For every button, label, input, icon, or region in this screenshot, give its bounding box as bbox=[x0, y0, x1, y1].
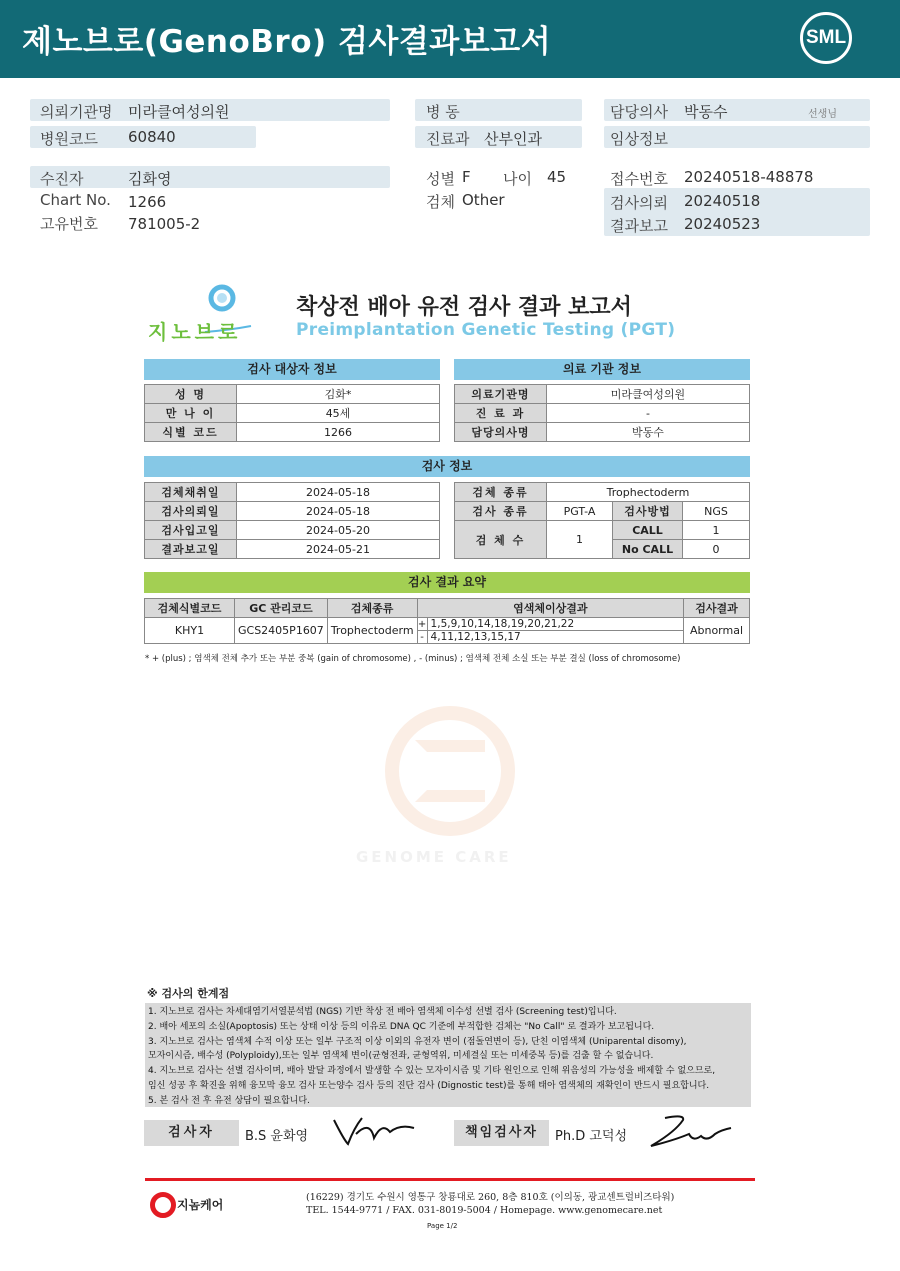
report-banner bbox=[0, 0, 900, 78]
subject-age: 45세 bbox=[237, 404, 440, 423]
hospital-code-label: 병원코드 bbox=[40, 130, 98, 148]
report-title: 착상전 배아 유전 검사 결과 보고서 bbox=[296, 295, 632, 320]
test-heading: 검사 정보 bbox=[144, 456, 750, 477]
table-row bbox=[145, 521, 440, 540]
call: 1 bbox=[683, 521, 750, 540]
gain-chromosomes: 1,5,9,10,14,18,19,20,21,22 bbox=[427, 618, 683, 631]
footer-divider bbox=[145, 1178, 755, 1181]
limit-item: 모자이시즘, 배수성 (Polyploidy),또는 일부 염색체 변이(균형전좌, 균형역위, 미세결실 또는 미세중복 등)를 검출 할 수 없습니다. bbox=[148, 1051, 654, 1062]
clinic-doc-key: 담당의사명 bbox=[455, 423, 547, 442]
header-row-bg bbox=[30, 166, 390, 188]
table-row bbox=[455, 385, 750, 404]
minus-sign: - bbox=[417, 631, 427, 644]
table-row bbox=[145, 540, 440, 559]
table-row bbox=[455, 423, 750, 442]
col-result: 검사결과 bbox=[684, 599, 750, 618]
specimen-value: Other bbox=[462, 191, 505, 209]
dept-value: 산부인과 bbox=[484, 130, 542, 148]
doctor-value: 박동수 bbox=[684, 103, 728, 121]
institution-label: 의뢰기관명 bbox=[40, 103, 113, 121]
sex-value: F bbox=[462, 168, 471, 186]
specimen-label: 검체 bbox=[426, 193, 455, 211]
col-gc: GC 관리코드 bbox=[235, 599, 328, 618]
watermark-text: GENOME CARE bbox=[356, 848, 512, 866]
nocall: 0 bbox=[683, 540, 750, 559]
gc-code: GCS2405P1607 bbox=[235, 618, 328, 644]
sample-code: KHY1 bbox=[145, 618, 235, 644]
footer-address bbox=[306, 1191, 674, 1217]
count: 1 bbox=[547, 521, 613, 559]
limits-box bbox=[145, 1003, 751, 1107]
chart-value: 1266 bbox=[128, 193, 167, 211]
spec-type: Trophectoderm bbox=[547, 483, 750, 502]
age-label: 나이 bbox=[503, 170, 532, 188]
col-code: 검체식별코드 bbox=[145, 599, 235, 618]
supervisor-signature-icon bbox=[645, 1112, 735, 1152]
limits-title: ※ 검사의 한계점 bbox=[147, 987, 230, 1000]
tester-label: 검사자 bbox=[144, 1120, 239, 1146]
input-key: 검사입고일 bbox=[145, 521, 237, 540]
subject-code: 1266 bbox=[237, 423, 440, 442]
subject-code-key: 식별 코드 bbox=[145, 423, 237, 442]
clinic-table bbox=[454, 384, 750, 442]
input-date: 2024-05-20 bbox=[237, 521, 440, 540]
genomecare-logo-icon bbox=[150, 1192, 176, 1218]
subject-age-key: 만 나 이 bbox=[145, 404, 237, 423]
table-row bbox=[145, 385, 440, 404]
subject-name: 김화* bbox=[237, 385, 440, 404]
count-key: 검 체 수 bbox=[455, 521, 547, 559]
collect-date: 2024-05-18 bbox=[237, 483, 440, 502]
table-row bbox=[145, 599, 750, 618]
dept-label: 진료과 bbox=[426, 130, 470, 148]
report-key: 결과보고일 bbox=[145, 540, 237, 559]
watermark-g-icon bbox=[415, 740, 485, 802]
clinic-dept: - bbox=[547, 404, 750, 423]
tester-signature-icon bbox=[330, 1110, 420, 1150]
page-number: Page 1/2 bbox=[427, 1222, 458, 1230]
clinic-inst: 미라클여성의원 bbox=[547, 385, 750, 404]
supervisor-label: 책임검사자 bbox=[454, 1120, 549, 1146]
genobro-logo-text: 지노브로 bbox=[148, 320, 242, 344]
supervisor-name: Ph.D 고덕성 bbox=[555, 1129, 628, 1144]
doctor-suffix: 선생님 bbox=[808, 109, 837, 120]
limit-item: 임신 성공 후 확진을 위해 융모막 융모 검사 또는양수 검사 등의 진단 검사 (Dignostic test)를 통해 태아 염색체의 재확인이 반드시 필요합니다. bbox=[148, 1080, 710, 1091]
institution-value: 미라클여성의원 bbox=[128, 103, 230, 121]
report-value: 20240523 bbox=[684, 215, 761, 233]
receipt-value: 20240518-48878 bbox=[684, 168, 814, 186]
ward-label: 병 동 bbox=[426, 103, 460, 121]
limit-item: 2. 배아 세포의 소실(Apoptosis) 또는 상태 이상 등의 이유로 DNA QC 기준에 부적합한 검체는 "No Call" 로 결과가 보고됩니다. bbox=[148, 1021, 655, 1032]
table-row bbox=[455, 404, 750, 423]
sex-label: 성별 bbox=[426, 170, 455, 188]
test-result: Abnormal bbox=[684, 618, 750, 644]
subject-heading: 검사 대상자 정보 bbox=[144, 359, 440, 380]
summary-table bbox=[144, 598, 750, 644]
receipt-label: 접수번호 bbox=[610, 170, 668, 188]
method: NGS bbox=[683, 502, 750, 521]
report-subtitle: Preimplantation Genetic Testing (PGT) bbox=[296, 320, 676, 340]
spec-type-key: 검체 종류 bbox=[455, 483, 547, 502]
loss-chromosomes: 4,11,12,13,15,17 bbox=[427, 631, 683, 644]
test-type: PGT-A bbox=[547, 502, 613, 521]
request-date: 2024-05-18 bbox=[237, 502, 440, 521]
table-row bbox=[145, 423, 440, 442]
id-label: 고유번호 bbox=[40, 215, 98, 233]
clinical-label: 임상정보 bbox=[610, 130, 668, 148]
doctor-label: 담당의사 bbox=[610, 103, 668, 121]
contact-line: TEL. 1544-9771 / FAX. 031-8019-5004 / Homepage. www.genomecare.net bbox=[306, 1205, 663, 1216]
table-row bbox=[455, 483, 750, 502]
plus-sign: + bbox=[417, 618, 427, 630]
sml-logo: SML bbox=[800, 12, 852, 64]
collect-key: 검체채취일 bbox=[145, 483, 237, 502]
id-value: 781005-2 bbox=[128, 215, 201, 233]
company-name: 지놈케어 bbox=[177, 1198, 224, 1212]
method-key: 검사방법 bbox=[613, 502, 683, 521]
clinic-dept-key: 진 료 과 bbox=[455, 404, 547, 423]
col-type: 검체종류 bbox=[327, 599, 417, 618]
patient-value: 김화영 bbox=[128, 170, 172, 188]
table-row bbox=[145, 618, 750, 631]
sample-type: Trophectoderm bbox=[327, 618, 417, 644]
banner-title: 제노브로(GenoBro) 검사결과보고서 bbox=[22, 24, 552, 60]
patient-label: 수진자 bbox=[40, 170, 84, 188]
table-row bbox=[145, 502, 440, 521]
summary-footnote: * + (plus) ; 염색체 전체 추가 또는 부분 중복 (gain of chromosome) , - (minus) ; 염색체 전체 소실 또는 부분 결실 (loss of chromosome) bbox=[145, 654, 681, 664]
table-row bbox=[455, 502, 750, 521]
subject-table bbox=[144, 384, 440, 442]
tester-name: B.S 윤화영 bbox=[245, 1129, 309, 1144]
chart-label: Chart No. bbox=[40, 191, 111, 209]
clinic-doc: 박동수 bbox=[547, 423, 750, 442]
report-date: 2024-05-21 bbox=[237, 540, 440, 559]
summary-heading: 검사 결과 요약 bbox=[144, 572, 750, 593]
nocall-key: No CALL bbox=[613, 540, 683, 559]
table-row bbox=[145, 483, 440, 502]
test-details-table bbox=[454, 482, 750, 559]
limit-item: 4. 지노브로 검사는 선별 검사이며, 배아 발달 과정에서 발생할 수 있는 모자이시즘 및 기타 원인으로 인해 위음성의 가능성을 배제할 수 없으므로, bbox=[148, 1066, 716, 1077]
call-key: CALL bbox=[613, 521, 683, 540]
table-row bbox=[455, 521, 750, 540]
address-line: (16229) 경기도 수원시 영통구 창룡대로 260, 8층 810호 (이의동, 광교센트럴비즈타워) bbox=[306, 1192, 675, 1203]
clinic-heading: 의료 기관 정보 bbox=[454, 359, 750, 380]
request-label: 검사의뢰 bbox=[610, 194, 668, 212]
report-label: 결과보고 bbox=[610, 217, 668, 235]
test-dates-table bbox=[144, 482, 440, 559]
table-row bbox=[145, 404, 440, 423]
col-chrom: 염색체이상결과 bbox=[417, 599, 683, 618]
age-value: 45 bbox=[547, 168, 567, 186]
clinic-inst-key: 의료기관명 bbox=[455, 385, 547, 404]
limit-item: 5. 본 검사 전 후 유전 상담이 필요합니다. bbox=[148, 1095, 310, 1106]
subject-name-key: 성 명 bbox=[145, 385, 237, 404]
request-key: 검사의뢰일 bbox=[145, 502, 237, 521]
hospital-code-value: 60840 bbox=[128, 128, 176, 146]
limit-item: 1. 지노브로 검사는 차세대염기서열분석법 (NGS) 기반 착상 전 배아 염색체 이수성 선별 검사 (Screening test)입니다. bbox=[148, 1007, 617, 1017]
test-type-key: 검사 종류 bbox=[455, 502, 547, 521]
request-value: 20240518 bbox=[684, 192, 761, 210]
limit-item: 3. 지노브로 검사는 염색체 수적 이상 또는 일부 구조적 이상 이외의 유전자 변이 (점돌연변이 등), 단친 이염색체 (Uniparental disomy), bbox=[148, 1036, 687, 1047]
